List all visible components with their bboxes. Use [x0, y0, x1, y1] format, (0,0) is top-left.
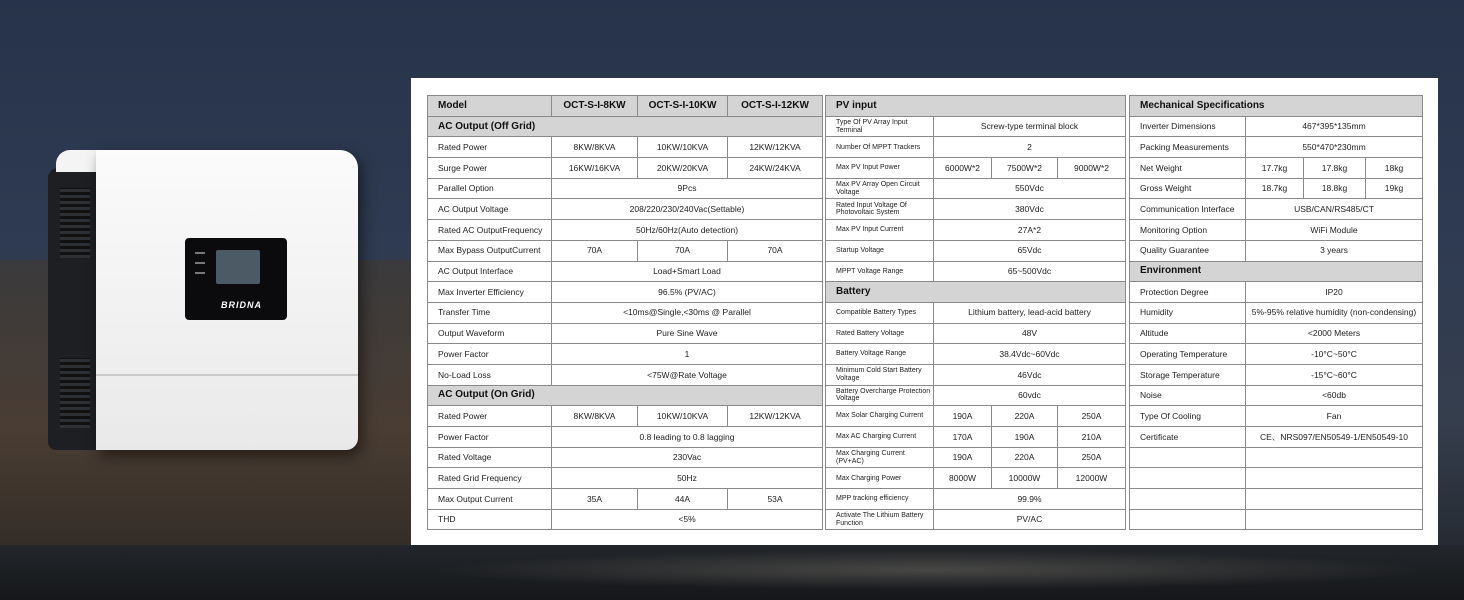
spec-value: 250A — [1058, 447, 1126, 468]
spec-value: 0.8 leading to 0.8 lagging — [552, 427, 823, 448]
spec-value: 24KW/24KVA — [728, 158, 823, 179]
spec-value: 9Pcs — [552, 178, 823, 199]
spec-value: Pure Sine Wave — [552, 323, 823, 344]
spec-value: 70A — [728, 240, 823, 261]
spec-value: 50Hz — [552, 468, 823, 489]
spec-label: Inverter Dimensions — [1130, 116, 1246, 137]
spec-row-rated-ac-outputfrequency — [428, 220, 823, 241]
section-header-pv-input — [826, 96, 1126, 117]
inverter-seam — [96, 374, 358, 376]
spec-value: Load+Smart Load — [552, 261, 823, 282]
section-title: PV input — [826, 96, 1126, 117]
spec-value: 18kg — [1366, 158, 1423, 179]
spec-value: 9000W*2 — [1058, 158, 1126, 179]
spec-row-startup-voltage — [826, 240, 1126, 261]
spec-table-mechanical-environment — [1129, 95, 1423, 530]
spec-row-rated-battery-voltage — [826, 323, 1126, 344]
spec-row-rated-grid-frequency — [428, 468, 823, 489]
spec-label: Startup Voltage — [826, 240, 934, 261]
section-header-ac-output-off-grid — [428, 116, 823, 137]
spec-label: Max PV Array Open Circuit Voltage — [826, 178, 934, 199]
spec-label: Max Output Current — [428, 489, 552, 510]
spec-value: 190A — [934, 406, 992, 427]
spec-label: Rated Power — [428, 406, 552, 427]
spec-label: MPPT Voltage Range — [826, 261, 934, 282]
spec-label: Max Bypass OutputCurrent — [428, 240, 552, 261]
spec-label: Number Of MPPT Trackers — [826, 137, 934, 158]
spec-value: 210A — [1058, 427, 1126, 448]
empty-cell — [1246, 468, 1423, 489]
spec-label: Max Solar Charging Current — [826, 406, 934, 427]
empty-cell — [1246, 509, 1423, 530]
spec-column-1 — [427, 95, 823, 530]
spec-value: 46Vdc — [934, 364, 1126, 385]
spec-row-communication-interface — [1130, 199, 1423, 220]
panel-button — [195, 252, 205, 254]
spec-value: <5% — [552, 509, 823, 530]
spec-label: MPP tracking efficiency — [826, 489, 934, 510]
panel-button — [195, 272, 205, 274]
spec-label: Power Factor — [428, 427, 552, 448]
spec-row-max-pv-array-open-circuit-voltage — [826, 178, 1126, 199]
spec-label: Certificate — [1130, 427, 1246, 448]
spec-value: 8000W — [934, 468, 992, 489]
empty-row — [1130, 489, 1423, 510]
spec-value: 220A — [992, 406, 1058, 427]
spec-row-max-pv-input-power — [826, 158, 1126, 179]
spec-label: Battery Voltage Range — [826, 344, 934, 365]
spec-row-thd — [428, 509, 823, 530]
spec-label: Surge Power — [428, 158, 552, 179]
spec-value: Fan — [1246, 406, 1423, 427]
background-light — [430, 550, 1430, 590]
section-title: Battery — [826, 282, 1126, 303]
spec-row-mpp-tracking-efficiency — [826, 489, 1126, 510]
spec-row-max-bypass-outputcurrent — [428, 240, 823, 261]
empty-cell — [1246, 447, 1423, 468]
inverter-lcd-screen — [216, 250, 260, 284]
spec-label: AC Output Interface — [428, 261, 552, 282]
spec-value: -15°C~60°C — [1246, 364, 1423, 385]
spec-value: 18.7kg — [1246, 178, 1304, 199]
spec-label: Max Inverter Efficiency — [428, 282, 552, 303]
spec-row-protection-degree — [1130, 282, 1423, 303]
spec-value: 220A — [992, 447, 1058, 468]
inverter-control-panel — [185, 238, 287, 320]
spec-label: Noise — [1130, 385, 1246, 406]
spec-value: 467*395*135mm — [1246, 116, 1423, 137]
spec-value: PV/AC — [934, 509, 1126, 530]
spec-label: Max PV Input Power — [826, 158, 934, 179]
spec-row-ac-output-interface — [428, 261, 823, 282]
empty-row — [1130, 468, 1423, 489]
spec-value: 2 — [934, 137, 1126, 158]
spec-label: Rated Input Voltage Of Photovoltaic System — [826, 199, 934, 220]
spec-label: Storage Temperature — [1130, 364, 1246, 385]
spec-row-inverter-dimensions — [1130, 116, 1423, 137]
section-header-ac-output-on-grid — [428, 385, 823, 406]
spec-value: 70A — [638, 240, 728, 261]
spec-row-rated-input-voltage-of-photovoltaic-system — [826, 199, 1126, 220]
spec-value: 8KW/8KVA — [552, 137, 638, 158]
spec-value: 170A — [934, 427, 992, 448]
spec-row-gross-weight — [1130, 178, 1423, 199]
spec-value: 99.9% — [934, 489, 1126, 510]
spec-row-surge-power — [428, 158, 823, 179]
empty-cell — [1246, 489, 1423, 510]
spec-label: Type Of PV Array Input Terminal — [826, 116, 934, 137]
spec-value: 53A — [728, 489, 823, 510]
spec-label: Max Charging Current (PV+AC) — [826, 447, 934, 468]
empty-cell — [1130, 489, 1246, 510]
spec-value: 12000W — [1058, 468, 1126, 489]
section-header-mechanical-specifications — [1130, 96, 1423, 117]
spec-value: 12KW/12KVA — [728, 406, 823, 427]
spec-value: 96.5% (PV/AC) — [552, 282, 823, 303]
spec-column-2 — [825, 95, 1126, 530]
brand-logo: BRIDNA — [221, 300, 262, 310]
spec-value: 550Vdc — [934, 178, 1126, 199]
vent-lower — [60, 358, 90, 428]
spec-value: Screw-type terminal block — [934, 116, 1126, 137]
spec-row-humidity — [1130, 302, 1423, 323]
spec-value: 12KW/12KVA — [728, 137, 823, 158]
spec-label: Humidity — [1130, 302, 1246, 323]
model-header-cell: OCT-S-I-8KW — [552, 96, 638, 117]
spec-row-altitude — [1130, 323, 1423, 344]
spec-row-max-inverter-efficiency — [428, 282, 823, 303]
section-title: Mechanical Specifications — [1130, 96, 1423, 117]
spec-row-storage-temperature — [1130, 364, 1423, 385]
spec-value: 27A*2 — [934, 220, 1126, 241]
spec-value: 35A — [552, 489, 638, 510]
panel-button — [195, 262, 205, 264]
spec-row-certificate — [1130, 427, 1423, 448]
spec-row-number-of-mppt-trackers — [826, 137, 1126, 158]
spec-row-noise — [1130, 385, 1423, 406]
spec-label: Rated Battery Voltage — [826, 323, 934, 344]
spec-value: 70A — [552, 240, 638, 261]
spec-value: <2000 Meters — [1246, 323, 1423, 344]
spec-value: 48V — [934, 323, 1126, 344]
spec-label: Altitude — [1130, 323, 1246, 344]
spec-row-battery-overcharge-protection-voltage — [826, 385, 1126, 406]
vent-upper — [60, 188, 90, 258]
empty-cell — [1130, 509, 1246, 530]
spec-label: Type Of Cooling — [1130, 406, 1246, 427]
spec-value: <60db — [1246, 385, 1423, 406]
spec-row-rated-power — [428, 137, 823, 158]
spec-row-type-of-pv-array-input-terminal — [826, 116, 1126, 137]
spec-value: 190A — [934, 447, 992, 468]
spec-label: Rated Grid Frequency — [428, 468, 552, 489]
spec-row-power-factor — [428, 344, 823, 365]
spec-value: 65~500Vdc — [934, 261, 1126, 282]
spec-row-max-solar-charging-current — [826, 406, 1126, 427]
spec-label: Rated Power — [428, 137, 552, 158]
spec-row-packing-measurements — [1130, 137, 1423, 158]
spec-value: <10ms@Single,<30ms @ Parallel — [552, 302, 823, 323]
spec-label: Battery Overcharge Protection Voltage — [826, 385, 934, 406]
table-header-row — [428, 96, 823, 117]
spec-value: 10000W — [992, 468, 1058, 489]
spec-table-pv-battery — [825, 95, 1126, 530]
spec-value: CE、NRS097/EN50549-1/EN50549-10 — [1246, 427, 1423, 448]
spec-label: Power Factor — [428, 344, 552, 365]
spec-label: Monitoring Option — [1130, 220, 1246, 241]
spec-value: 17.7kg — [1246, 158, 1304, 179]
spec-value: 7500W*2 — [992, 158, 1058, 179]
spec-label: Compatible Battery Types — [826, 302, 934, 323]
spec-value: 230Vac — [552, 447, 823, 468]
spec-label: Operating Temperature — [1130, 344, 1246, 365]
spec-column-3 — [1129, 95, 1423, 530]
spec-value: 6000W*2 — [934, 158, 992, 179]
spec-value: 60vdc — [934, 385, 1126, 406]
section-title: AC Output (On Grid) — [428, 385, 823, 406]
spec-row-net-weight — [1130, 158, 1423, 179]
spec-value: 20KW/20KVA — [638, 158, 728, 179]
spec-row-battery-voltage-range — [826, 344, 1126, 365]
spec-value: IP20 — [1246, 282, 1423, 303]
spec-row-parallel-option — [428, 178, 823, 199]
section-title: AC Output (Off Grid) — [428, 116, 823, 137]
inverter-product-image — [48, 150, 358, 458]
spec-label: Net Weight — [1130, 158, 1246, 179]
spec-value: 208/220/230/240Vac(Settable) — [552, 199, 823, 220]
spec-value: 38.4Vdc~60Vdc — [934, 344, 1126, 365]
spec-label: THD — [428, 509, 552, 530]
spec-value: 50Hz/60Hz(Auto detection) — [552, 220, 823, 241]
spec-value: 550*470*230mm — [1246, 137, 1423, 158]
spec-label: Max PV Input Current — [826, 220, 934, 241]
spec-value: 1 — [552, 344, 823, 365]
spec-value: 190A — [992, 427, 1058, 448]
spec-value: 17.8kg — [1304, 158, 1366, 179]
spec-value: <75W@Rate Voltage — [552, 364, 823, 385]
spec-label: Rated AC OutputFrequency — [428, 220, 552, 241]
spec-row-no-load-loss — [428, 364, 823, 385]
spec-row-max-charging-current-pv-ac — [826, 447, 1126, 468]
empty-row — [1130, 509, 1423, 530]
spec-value: 44A — [638, 489, 728, 510]
spec-row-rated-power — [428, 406, 823, 427]
spec-value: 19kg — [1366, 178, 1423, 199]
spec-label: Gross Weight — [1130, 178, 1246, 199]
spec-row-max-output-current — [428, 489, 823, 510]
model-header-cell: OCT-S-I-10KW — [638, 96, 728, 117]
spec-label: Transfer Time — [428, 302, 552, 323]
spec-row-minimum-cold-start-battery-voltage — [826, 364, 1126, 385]
spec-label: Output Waveform — [428, 323, 552, 344]
spec-label: No-Load Loss — [428, 364, 552, 385]
spec-value: 16KW/16KVA — [552, 158, 638, 179]
section-title: Environment — [1130, 261, 1423, 282]
header-label-cell: Model — [428, 96, 552, 117]
spec-sheet — [411, 78, 1438, 545]
spec-row-power-factor — [428, 427, 823, 448]
spec-row-monitoring-option — [1130, 220, 1423, 241]
spec-table-model-ac-output — [427, 95, 823, 530]
spec-value: 8KW/8KVA — [552, 406, 638, 427]
section-header-environment — [1130, 261, 1423, 282]
spec-row-output-waveform — [428, 323, 823, 344]
spec-label: Parallel Option — [428, 178, 552, 199]
spec-value: 250A — [1058, 406, 1126, 427]
spec-row-ac-output-voltage — [428, 199, 823, 220]
spec-row-transfer-time — [428, 302, 823, 323]
spec-value: 5%-95% relative humidity (non-condensing) — [1246, 302, 1423, 323]
spec-value: 10KW/10KVA — [638, 406, 728, 427]
spec-label: Protection Degree — [1130, 282, 1246, 303]
spec-row-activate-the-lithium-battery-function — [826, 509, 1126, 530]
empty-cell — [1130, 447, 1246, 468]
inverter-side-panel — [48, 168, 100, 450]
spec-label: Max AC Charging Current — [826, 427, 934, 448]
spec-value: 380Vdc — [934, 199, 1126, 220]
model-header-cell: OCT-S-I-12KW — [728, 96, 823, 117]
spec-value: -10°C~50°C — [1246, 344, 1423, 365]
spec-value: 10KW/10KVA — [638, 137, 728, 158]
spec-row-max-ac-charging-current — [826, 427, 1126, 448]
section-header-battery — [826, 282, 1126, 303]
spec-label: Communication Interface — [1130, 199, 1246, 220]
spec-row-rated-voltage — [428, 447, 823, 468]
spec-value: 18.8kg — [1304, 178, 1366, 199]
spec-value: WiFi Module — [1246, 220, 1423, 241]
spec-label: Quality Guarantee — [1130, 240, 1246, 261]
empty-cell — [1130, 468, 1246, 489]
spec-row-max-charging-power — [826, 468, 1126, 489]
spec-row-operating-temperature — [1130, 344, 1423, 365]
spec-label: Activate The Lithium Battery Function — [826, 509, 934, 530]
empty-row — [1130, 447, 1423, 468]
spec-label: Packing Measurements — [1130, 137, 1246, 158]
spec-row-type-of-cooling — [1130, 406, 1423, 427]
spec-value: 65Vdc — [934, 240, 1126, 261]
spec-row-compatible-battery-types — [826, 302, 1126, 323]
spec-label: Minimum Cold Start Battery Voltage — [826, 364, 934, 385]
spec-value: Lithium battery, lead-acid battery — [934, 302, 1126, 323]
spec-label: Max Charging Power — [826, 468, 934, 489]
spec-label: Rated Voltage — [428, 447, 552, 468]
spec-row-mppt-voltage-range — [826, 261, 1126, 282]
spec-value: 3 years — [1246, 240, 1423, 261]
spec-value: USB/CAN/RS485/CT — [1246, 199, 1423, 220]
spec-label: AC Output Voltage — [428, 199, 552, 220]
spec-row-quality-guarantee — [1130, 240, 1423, 261]
spec-row-max-pv-input-current — [826, 220, 1126, 241]
